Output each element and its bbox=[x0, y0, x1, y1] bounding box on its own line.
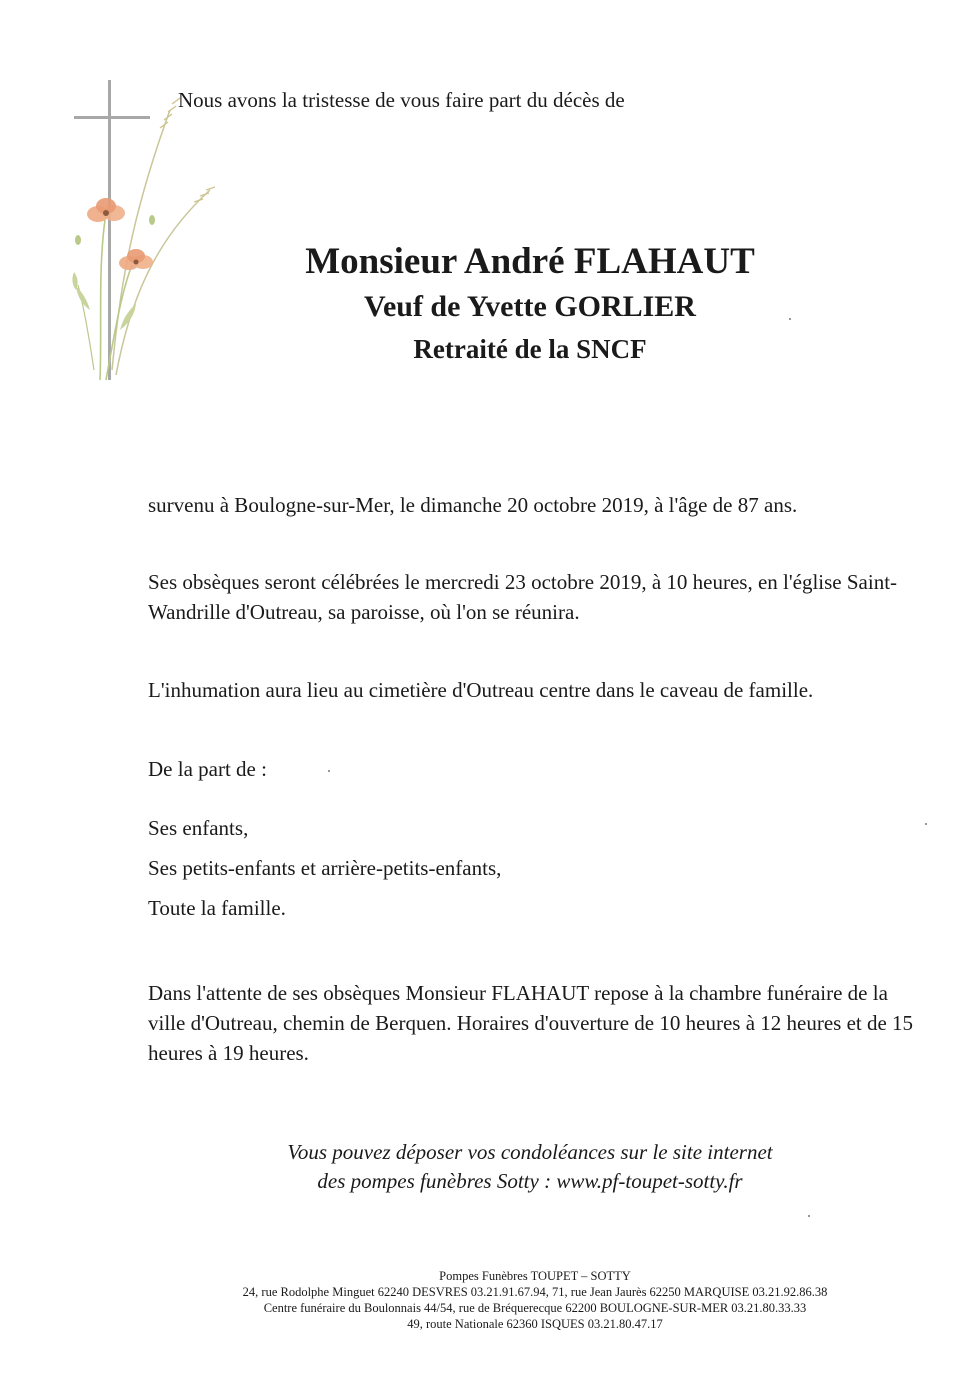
condolence-website: des pompes funèbres Sotty : www.pf-toupet-sotty.fr bbox=[317, 1169, 743, 1193]
family-item: Ses enfants, bbox=[148, 816, 249, 840]
family-list bbox=[148, 808, 501, 928]
footer-address: Centre funéraire du Boulonnais 44/54, rue de Bréquerecque 62200 BOULOGNE-SUR-MER 03.21.80.33.33 bbox=[263, 1301, 807, 1315]
visitation-paragraph: Dans l'attente de ses obsèques Monsieur FLAHAUT repose à la chambre funéraire de la ville d'Outreau, chemin de Berquen. Horaires d'ouverture de 10 heures à 12 heures et de 15 heures à 19 heures. bbox=[148, 981, 914, 1065]
death-paragraph: survenu à Boulogne-sur-Mer, le dimanche 20 octobre 2019, à l'âge de 87 ans. bbox=[148, 493, 798, 517]
deceased-name: Monsieur André FLAHAUT bbox=[305, 241, 755, 282]
widow-of: Veuf de Yvette GORLIER bbox=[364, 290, 696, 323]
condolence-note bbox=[200, 1138, 860, 1196]
family-item: Ses petits-enfants et arrière-petits-enfants, bbox=[148, 856, 502, 880]
burial-paragraph: L'inhumation aura lieu au cimetière d'Outreau centre dans le caveau de famille. bbox=[148, 678, 814, 702]
funeral-paragraph: Ses obsèques seront célébrées le mercredi 23 octobre 2019, à 10 heures, en l'église Saint-Wandrille d'Outreau, sa paroisse, où l'on se réunira. bbox=[148, 570, 898, 624]
footer-company: Pompes Funèbres TOUPET – SOTTY bbox=[439, 1269, 631, 1283]
scan-speck bbox=[808, 1215, 810, 1217]
funeral-home-footer bbox=[150, 1268, 920, 1332]
footer-address: 49, route Nationale 62360 ISQUES 03.21.80.47.17 bbox=[407, 1317, 663, 1331]
from-label: De la part de : bbox=[148, 757, 267, 781]
scan-speck bbox=[789, 318, 791, 320]
scan-speck bbox=[925, 823, 927, 825]
scan-speck bbox=[328, 770, 330, 772]
condolence-line: Vous pouvez déposer vos condoléances sur le site internet bbox=[287, 1140, 773, 1164]
footer-address: 24, rue Rodolphe Minguet 62240 DESVRES 03.21.91.67.94, 71, rue Jean Jaurès 62250 MARQUISE 03.21.92.86.38 bbox=[242, 1285, 828, 1299]
deceased-header bbox=[200, 240, 860, 366]
intro-text: Nous avons la tristesse de vous faire part du décès de bbox=[178, 88, 625, 112]
occupation: Retraité de la SNCF bbox=[413, 334, 647, 364]
family-item: Toute la famille. bbox=[148, 896, 286, 920]
